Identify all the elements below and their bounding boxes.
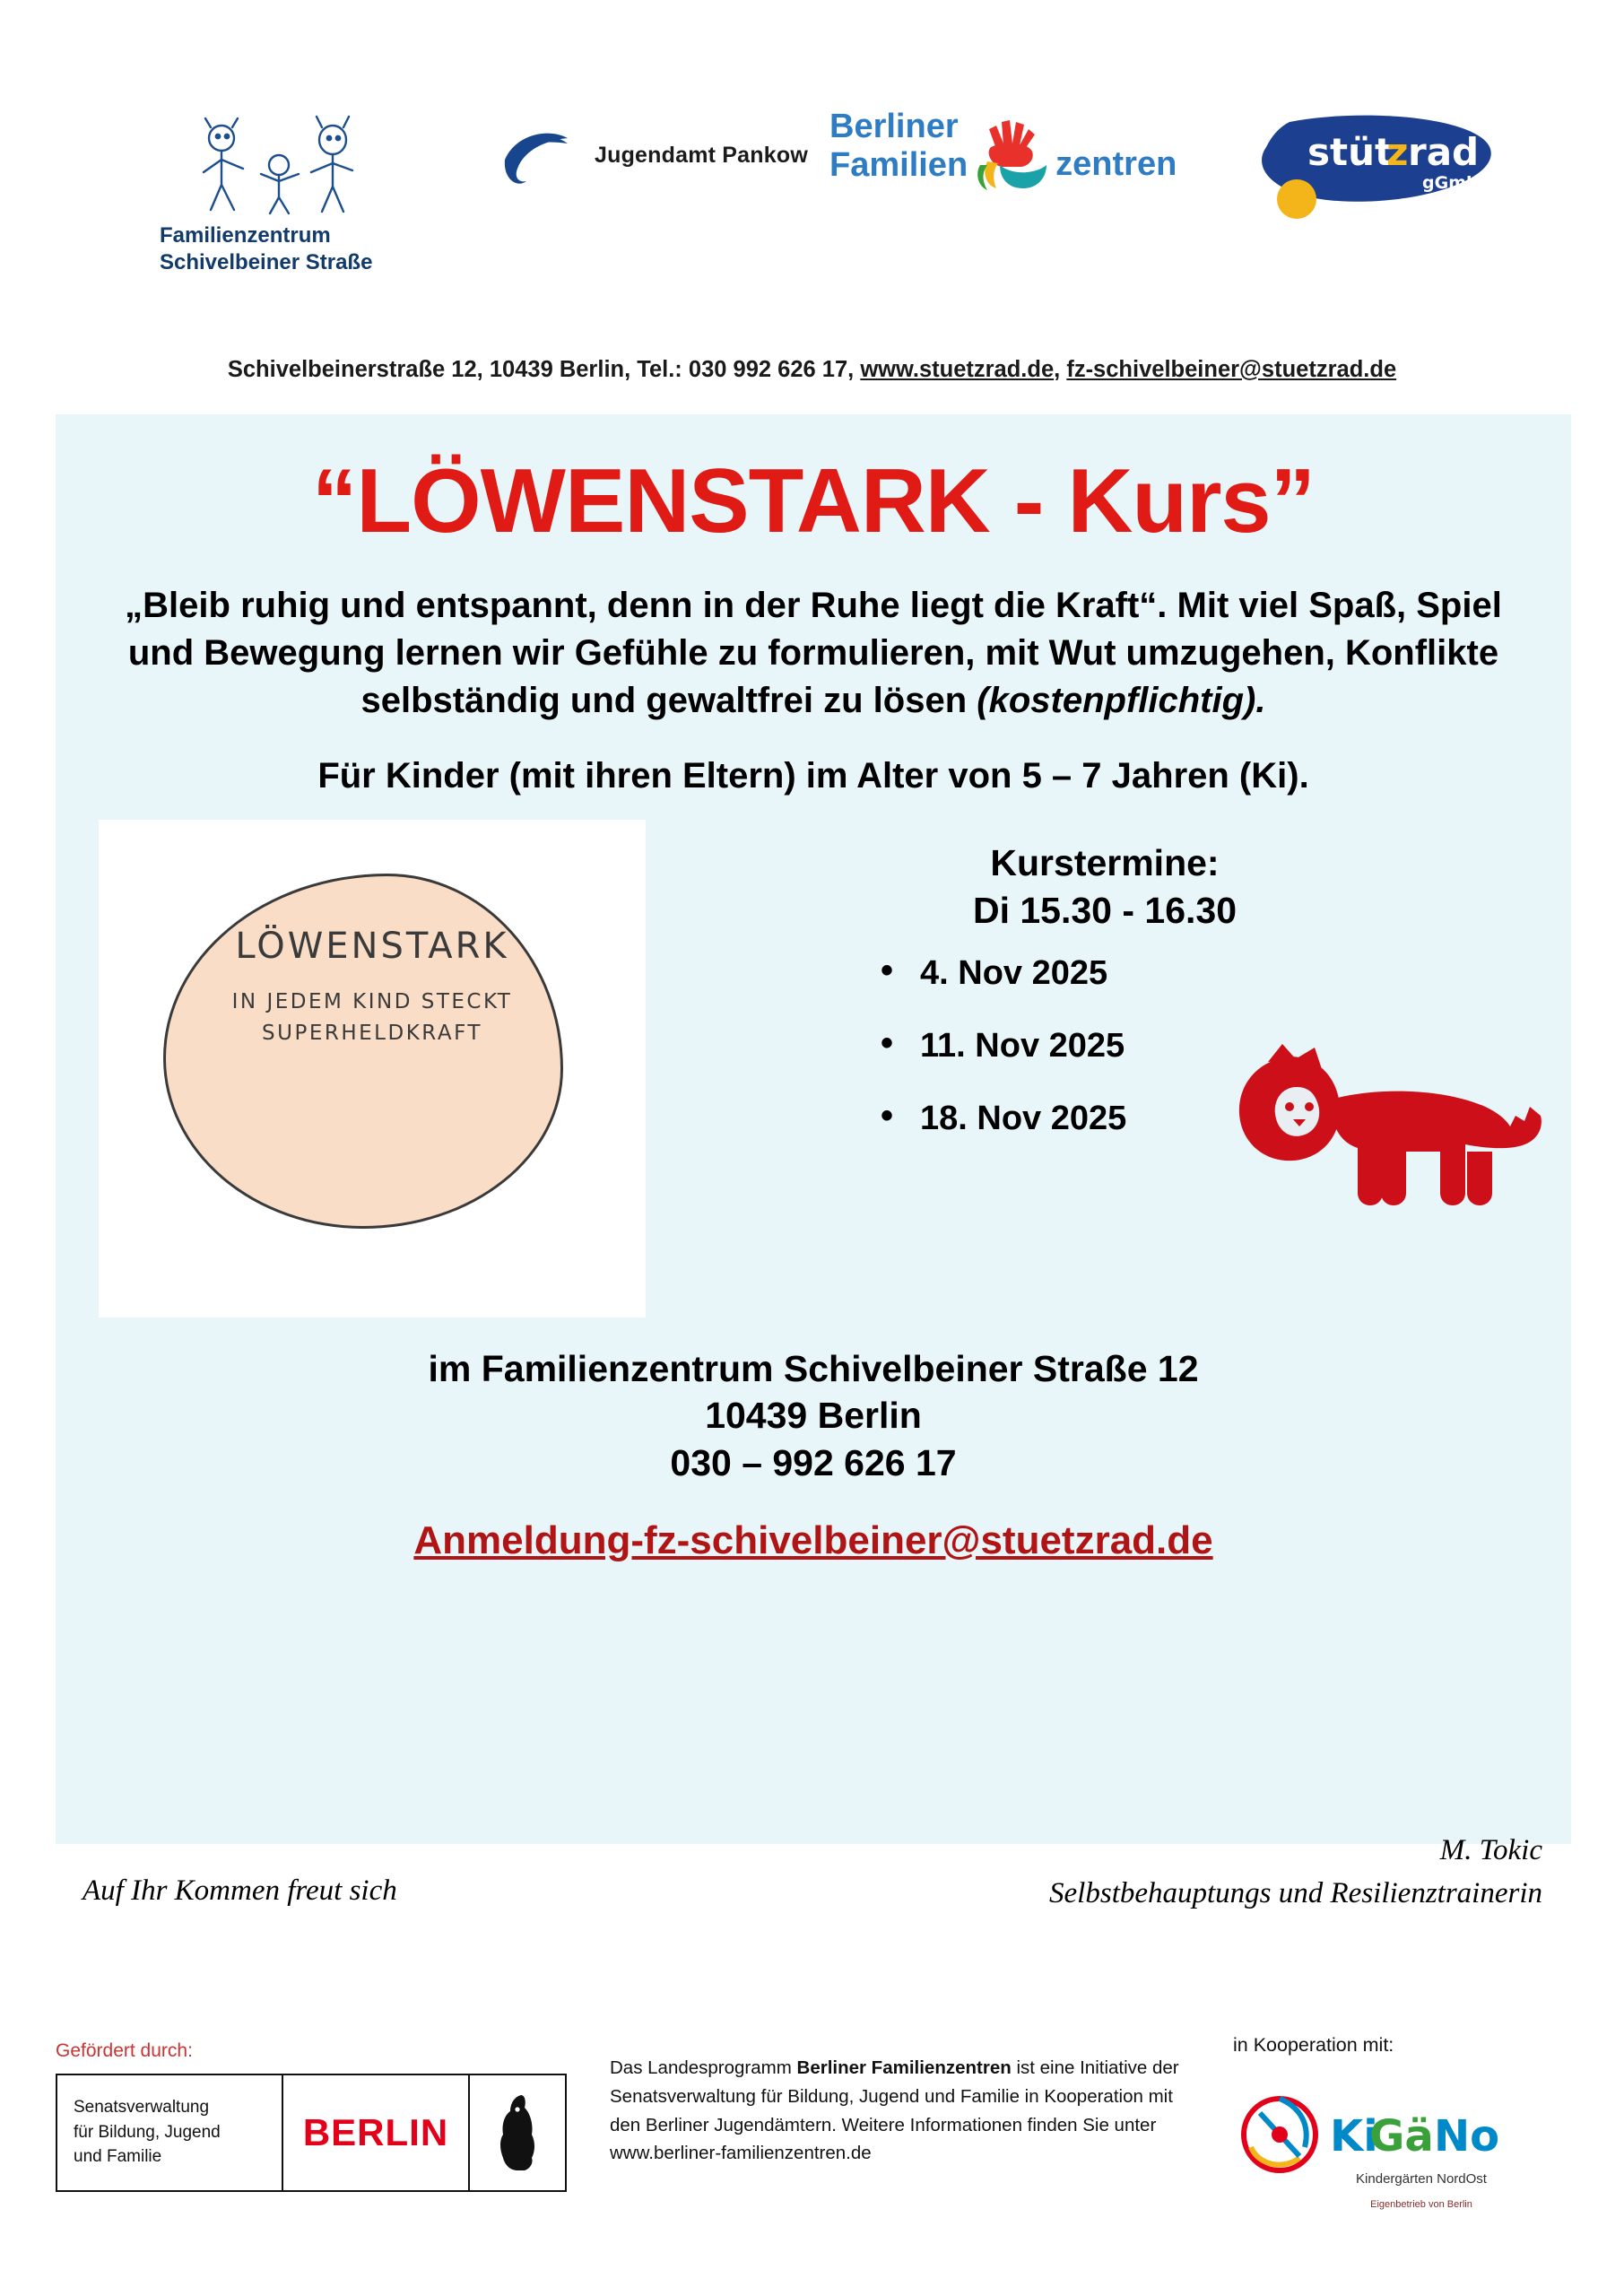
familienzentrum-logo-text [143, 222, 439, 276]
schedule-heading-line2: Di 15.30 - 16.30 [972, 889, 1238, 931]
bfz-line2: Familien [829, 145, 968, 184]
poster-panel [56, 414, 1571, 1844]
list-item: • 18. Nov 2025 [881, 1100, 1526, 1138]
address-line [0, 357, 1624, 383]
artwork-subtitle-line1: IN JEDEM KIND STECKT [231, 989, 513, 1013]
address-prefix: Schivelbeinerstraße 12, 10439 Berlin, Tel.: 030 992 626 17, [227, 357, 861, 382]
svg-text:gGmbH: gGmbH [1422, 173, 1493, 193]
artwork-subtitle-line2: SUPERHELDKRAFT [262, 1022, 482, 1046]
email-link[interactable]: fz-schivelbeiner@stuetzrad.de [1066, 357, 1397, 382]
signature-block [834, 1830, 1542, 1916]
address-separator: , [1054, 357, 1067, 382]
kigano-swirl-icon [1244, 2099, 1316, 2170]
family-figures-icon [143, 115, 439, 222]
closing-line: Auf Ihr Kommen freut sich [83, 1874, 397, 1907]
svg-text:No: No [1434, 2111, 1500, 2161]
familienzentrum-logo-line1: Familienzentrum [160, 223, 331, 248]
program-note-part1: Das Landesprogramm [610, 2057, 797, 2078]
venue-line1: im Familienzentrum Schivelbeiner Straße 12 [428, 1347, 1199, 1389]
colored-hands-icon [973, 109, 1052, 196]
program-note-bold: Berliner Familienzentren [796, 2057, 1012, 2078]
berliner-familienzentren-logo [829, 108, 1177, 196]
familienzentrum-logo [143, 115, 439, 276]
registration-email-link[interactable]: Anmeldung-fz-schivelbeiner@stuetzrad.de [413, 1518, 1213, 1563]
venue-block [91, 1345, 1535, 1486]
program-note [610, 2054, 1193, 2168]
page-title: “LÖWENSTARK - Kurs” [311, 451, 1316, 552]
svg-text:stüt: stüt [1307, 130, 1394, 174]
kigano-subtitle-2: Eigenbetrieb von Berlin [1370, 2199, 1472, 2210]
berlin-wordmark: BERLIN [283, 2075, 470, 2190]
lead-italic-note: (kostenpflichtig). [977, 681, 1266, 721]
cooperation-label: in Kooperation mit: [1233, 2034, 1394, 2056]
signature-name: M. Tokic [1439, 1834, 1542, 1866]
course-artwork [99, 820, 646, 1318]
berlin-senate-logo [56, 2074, 567, 2192]
agegroup-text: Für Kinder (mit ihren Eltern) im Alter von 5 – 7 Jahren (Ki). [317, 755, 1309, 796]
senate-line3: und Familie [74, 2147, 162, 2167]
svg-text:Gä: Gä [1369, 2111, 1434, 2161]
lead-paragraph [113, 582, 1514, 726]
bfz-line1: Berliner [829, 108, 959, 145]
list-item: • 4. Nov 2025 [881, 954, 1526, 993]
funded-by-label: Gefördert durch: [56, 2040, 193, 2061]
venue-line3: 030 – 992 626 17 [670, 1441, 957, 1483]
svg-text:rad: rad [1408, 130, 1480, 174]
middle-section [56, 820, 1571, 1340]
list-item: • 11. Nov 2025 [881, 1027, 1526, 1065]
schedule-heading [683, 839, 1526, 935]
website-link[interactable]: www.stuetzrad.de [860, 357, 1055, 382]
artwork-subtitle [99, 987, 646, 1050]
program-note-part2: ist eine Initiative der Senatsverwaltung für Bildung, Jugend und Familie in Kooperation mit den Berliner Jugendämtern. Weitere Informationen finden Sie unter www.berliner-familienzentren.de [610, 2057, 1179, 2164]
lead-text: „Bleib ruhig und entspannt, denn in der Ruhe liegt die Kraft“. Mit viel Spaß, Spiel und Bewegung lernen wir Gefühle zu formulieren, mit Wut umzugehen, Konflikte selbständig und gewaltfrei zu lösen [125, 586, 1502, 721]
jugendamt-pankow-logo [498, 118, 808, 193]
schedule-heading-line1: Kurstermine: [990, 841, 1220, 883]
logo-row [0, 99, 1624, 305]
venue-line2: 10439 Berlin [705, 1395, 922, 1437]
svg-text:Ki: Ki [1330, 2111, 1378, 2161]
jugendamt-pankow-label: Jugendamt Pankow [595, 143, 808, 168]
senate-line2: für Bildung, Jugend [74, 2122, 221, 2142]
stuetzrad-logo [1255, 113, 1515, 239]
signature-role: Selbstbehauptungs und Resilienztrainerin [1049, 1876, 1542, 1909]
berlin-bear-icon [470, 2075, 565, 2190]
kigano-subtitle: Kindergärten NordOst [1356, 2171, 1487, 2187]
kigano-logo [1233, 2081, 1529, 2215]
pankow-swoosh-icon [498, 118, 580, 193]
red-lion-icon [1196, 1017, 1555, 1223]
senate-line1: Senatsverwaltung [74, 2098, 210, 2117]
senate-text [57, 2075, 283, 2190]
familienzentrum-logo-line2: Schivelbeiner Straße [160, 250, 373, 274]
svg-text:z: z [1386, 130, 1409, 174]
artwork-title: LÖWENSTARK [235, 925, 509, 967]
registration-block [56, 1518, 1571, 1563]
bfz-line3: zentren [1055, 145, 1177, 183]
